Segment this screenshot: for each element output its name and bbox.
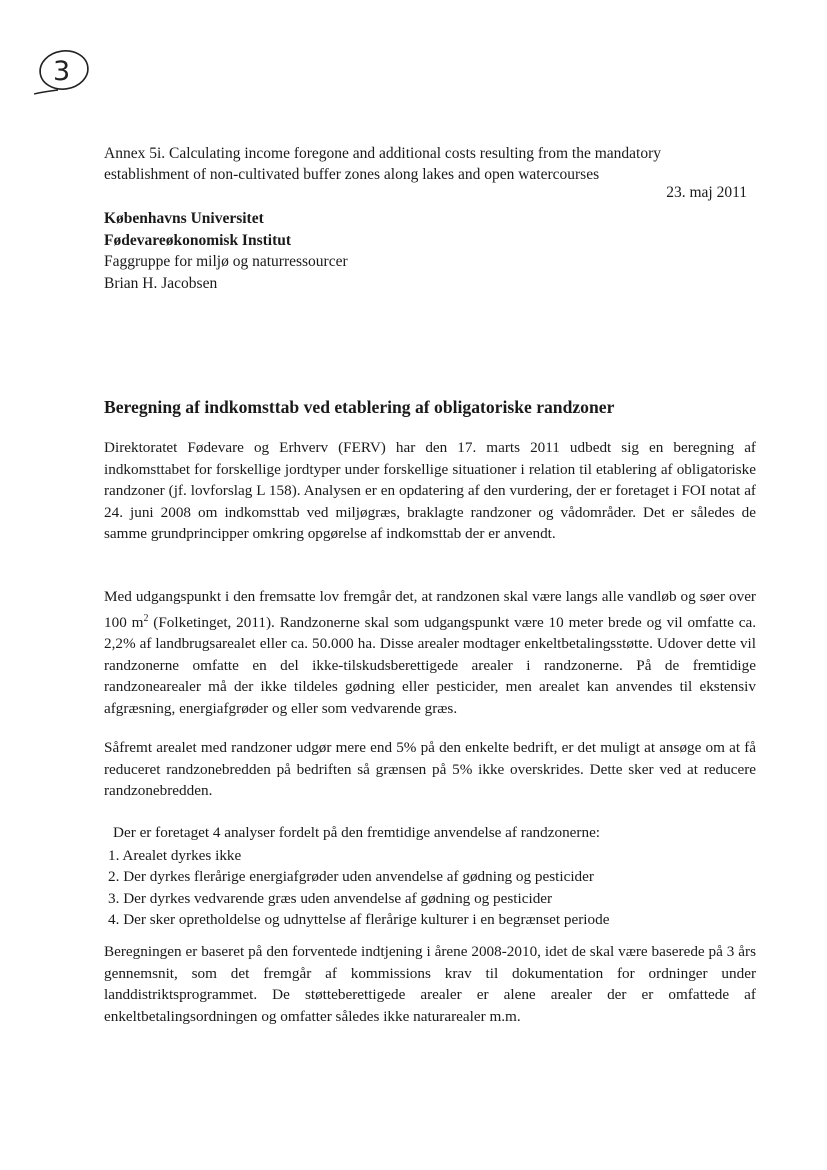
paragraph-2-text-a: Med udgangspunkt i den fremsatte lov fremgår det, at randzonen skal være langs alle vandløb og søer over 100 m [104,588,756,631]
paragraph-2-text-b: (Folketinget, 2011). Randzonerne skal som udgangspunkt være 10 meter brede og vil omfatte ca. 2,2% af landbrugsarealet eller ca. 50.000 ha. Disse arealer modtager enkeltbetalingsstøtte. Udover dette vil randzonerne omfatte en del ikke-tilskudsberettigede arealer i randzonerne. På de fremtidige randzonearealer må der ikke tildeles gødning eller pesticider, men arealet kan anvendes til ekstensiv afgræsning, energiafgrøder og eller som vedvarende græs. [104,613,756,718]
list-item: 3. Der dyrkes vedvarende græs uden anvendelse af gødning og pesticider [108,889,553,907]
research-group: Faggruppe for miljø og naturressourcer [104,253,348,270]
document-title: Beregning af indkomsttab ved etablering af obligatoriske randzoner [104,397,615,417]
list-item: 2. Der dyrkes flerårige energiafgrøder uden anvendelse af gødning og pesticider [108,868,594,886]
annex-line-1: Annex 5i. Calculating income foregone and additional costs resulting from the mandatory [104,145,661,162]
paragraph-2 [104,586,756,720]
institution-block [104,208,348,294]
handwritten-page-number-stamp [28,44,92,100]
paragraph-1: Direktoratet Fødevare og Erhverv (FERV) har den 17. marts 2011 udbedt sig en beregning af indkomsttabet for forskellige jordtyper under forskellige situationer i relation til etablering af obligatoriske randzoner (jf. lovforslag L 158). Analysen er en opdatering af den vurdering, der er foretaget i FOI notat af 24. juni 2008 om indkomsttab ved miljøgræs, braklagte randzoner og vådområder. Det er således de samme grundprincipper omkring opgørelse af indkomsttab der er anvendt. [104,439,756,543]
annex-heading [104,143,744,185]
stamp-number: 3 [53,56,71,87]
university-name: Københavns Universitet [104,210,264,227]
list-item: 4. Der sker opretholdelse og udnyttelse af flerårige kulturer i en begrænset periode [108,911,610,929]
list-item: 1. Arealet dyrkes ikke [108,847,242,864]
analyses-list [108,845,609,931]
author-name: Brian H. Jacobsen [104,274,218,292]
institute-name: Fødevareøkonomisk Institut [104,231,292,249]
paragraph-4: Der er foretaget 4 analyser fordelt på den fremtidige anvendelse af randzonerne: [113,824,601,841]
paragraph-5: Beregningen er baseret på den forventede indtjening i årene 2008-2010, idet de skal være baserede på 3 års gennemsnit, som det fremgår af kommissions krav til dokumentation for ordninger under landdistriktsprogrammet. De støtteberettigede arealer er alene arealer der er omfattede af enkeltbetalingsordningen og omfatter således ikke naturarealer m.m. [104,943,756,1025]
paragraph-2-superscript: 2 [143,612,149,624]
document-date: 23. maj 2011 [666,184,747,201]
paragraph-3: Såfremt arealet med randzoner udgør mere end 5% på den enkelte bedrift, er det muligt at ansøge om at få reduceret randzonebredden på bedriften så grænsen på 5% ikke overskrides. Dette sker ved at reducere randzonebredden. [104,739,756,800]
annex-line-2: establishment of non-cultivated buffer zones along lakes and open watercourses [104,166,600,183]
